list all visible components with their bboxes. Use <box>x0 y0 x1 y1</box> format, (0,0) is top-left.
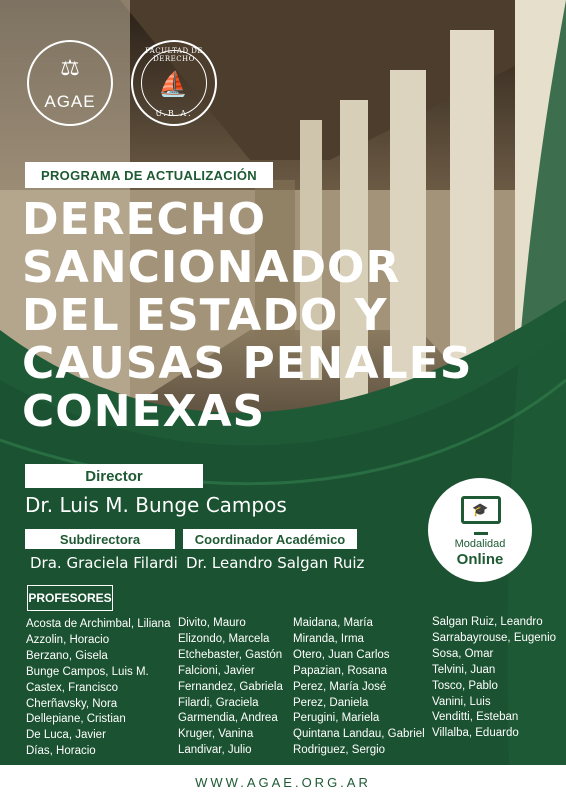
profesor-name: Miranda, Irma <box>293 632 364 645</box>
profesores-heading: PROFESORES <box>27 585 113 611</box>
profesor-name: Venditti, Esteban <box>432 711 519 724</box>
profesor-name: Días, Horacio <box>26 745 96 758</box>
profesor-name: Filardi, Graciela <box>178 696 259 709</box>
profesores-column-1 <box>26 617 170 760</box>
profesor-name: Perez, Daniela <box>293 696 369 709</box>
website-url[interactable]: WWW.AGAE.ORG.AR <box>0 765 566 800</box>
profesor-name: Telvini, Juan <box>432 663 496 676</box>
director-heading: Director <box>25 464 203 488</box>
profesor-name: Salgan Ruiz, Leandro <box>432 616 543 628</box>
uba-logo-ring-text: FACULTAD DE DERECHO <box>144 47 204 63</box>
modalidad-online-badge <box>428 478 532 582</box>
profesor-name: Divito, Mauro <box>178 617 246 629</box>
uba-logo-bottom-text: U.B.A. <box>155 109 193 118</box>
coordinador-name: Dr. Leandro Salgan Ruiz <box>186 554 365 572</box>
profesor-name: Azzolin, Horacio <box>26 633 110 646</box>
course-title <box>22 196 542 436</box>
profesor-name: Vanini, Luis <box>432 695 491 708</box>
profesor-name: Perez, María José <box>293 680 387 693</box>
title-line: DEL ESTADO Y <box>22 290 388 341</box>
director-name: Dr. Luis M. Bunge Campos <box>25 493 287 517</box>
subdirectora-name: Dra. Graciela Filardi <box>30 554 178 572</box>
profesores-column-3 <box>293 616 425 759</box>
graduation-cap-icon: 🎓 <box>472 503 489 518</box>
profesor-name: Bunge Campos, Luis M. <box>26 665 149 678</box>
profesor-name: Etchebaster, Gastón <box>178 648 283 661</box>
uba-law-faculty-logo <box>131 40 217 126</box>
profesor-name: Quintana Landau, Gabriel <box>293 728 425 741</box>
program-label: PROGRAMA DE ACTUALIZACIÓN <box>25 162 273 188</box>
modalidad-label: Modalidad <box>454 538 506 550</box>
title-line: SANCIONADOR <box>22 242 401 293</box>
profesor-name: Dellepiane, Cristian <box>26 713 126 726</box>
profesor-name: Sarrabayrouse, Eugenio <box>432 631 557 644</box>
scales-icon: ⚖ <box>60 56 80 81</box>
profesor-name: Kruger, Vanina <box>178 728 254 741</box>
profesor-name: Otero, Juan Carlos <box>293 648 390 661</box>
profesor-name: Falcioni, Javier <box>178 664 255 677</box>
title-line: CONEXAS <box>22 386 266 437</box>
profesor-name: Landivar, Julio <box>178 744 252 757</box>
profesor-name: Castex, Francisco <box>26 681 119 694</box>
coordinador-heading: Coordinador Académico <box>183 529 357 549</box>
title-line: DERECHO <box>22 194 267 245</box>
profesor-name: Maidana, María <box>293 617 373 629</box>
subdirectora-heading: Subdirectora <box>25 529 175 549</box>
profesor-name: Garmendia, Andrea <box>178 712 278 725</box>
profesor-name: De Luca, Javier <box>26 729 106 742</box>
monitor-icon <box>461 496 501 524</box>
profesor-name: Cherñavsky, Nora <box>26 697 118 710</box>
agae-logo-text: AGAE <box>44 92 96 111</box>
profesor-name: Tosco, Pablo <box>432 679 498 692</box>
profesor-name: Perugini, Mariela <box>293 712 380 725</box>
agae-logo <box>27 40 113 126</box>
modalidad-value: Online <box>456 551 504 568</box>
ship-icon: ⛵ <box>158 70 188 98</box>
profesor-name: Acosta de Archimbal, Liliana <box>26 618 171 630</box>
profesor-name: Elizondo, Marcela <box>178 632 270 645</box>
profesor-name: Sosa, Omar <box>432 647 494 660</box>
title-line: CAUSAS PENALES <box>22 338 473 389</box>
profesor-name: Villalba, Eduardo <box>432 727 519 740</box>
profesores-column-4 <box>432 615 556 742</box>
profesor-name: Fernandez, Gabriela <box>178 680 283 693</box>
profesor-name: Berzano, Gisela <box>26 649 108 662</box>
profesores-column-2 <box>178 616 283 759</box>
profesor-name: Papazian, Rosana <box>293 664 387 677</box>
profesor-name: Rodriguez, Sergio <box>293 744 386 757</box>
